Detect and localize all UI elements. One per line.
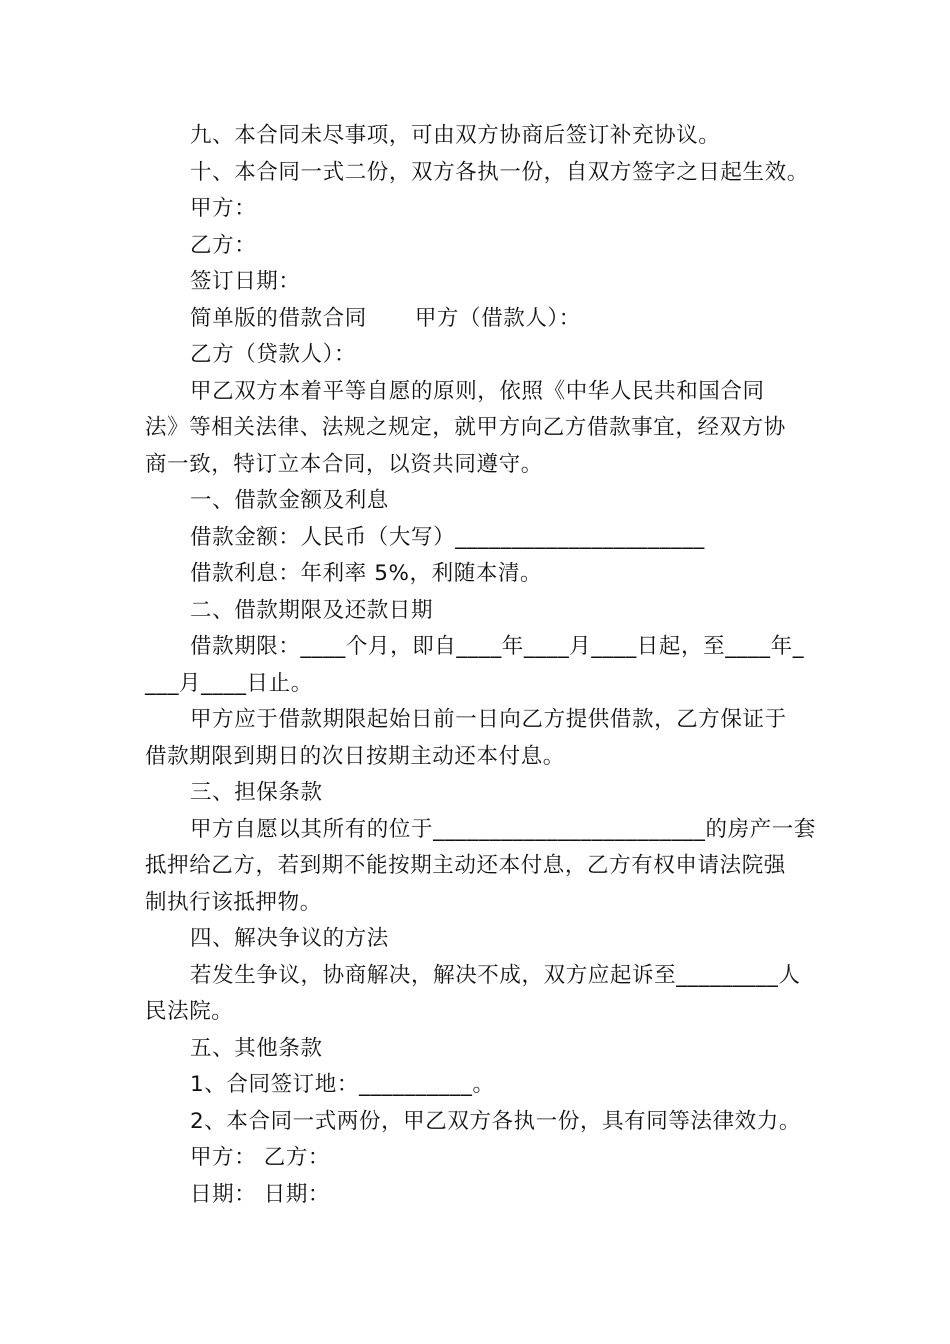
loan-interest-line: 借款利息：年利率 5%，利随本清。: [190, 561, 543, 586]
dispute-line-2: 民法院。: [145, 999, 234, 1024]
section-three-heading: 三、担保条款: [190, 780, 323, 805]
section-one-heading: 一、借款金额及利息: [190, 488, 389, 513]
preamble-line-2: 法》等相关法律、法规之规定，就甲方向乙方借款事宜，经双方协: [145, 415, 786, 440]
borrower-label: 甲方（借款人）：: [414, 305, 581, 331]
clause-ten: 十、本合同一式二份，双方各执一份，自双方签字之日起生效。: [190, 159, 809, 185]
preamble-line-1: 甲乙双方本着平等自愿的原则，依照《中华人民共和国合同: [190, 378, 765, 404]
clause-nine: 九、本合同未尽事项，可由双方协商后签订补充协议。: [190, 123, 721, 148]
guarantee-line-2: 抵押给乙方，若到期不能按期主动还本付息，乙方有权申请法院强: [145, 853, 786, 878]
signature-dates-line: 日期： 日期：: [190, 1181, 331, 1207]
copies-line: 2、本合同一式两份，甲乙双方各执一份，具有同等法律效力。: [190, 1108, 801, 1134]
contract-title: 简单版的借款合同: [190, 305, 367, 331]
loan-amount-line: 借款金额：人民币（大写）______________________: [190, 524, 705, 550]
section-two-heading: 二、借款期限及还款日期: [190, 597, 434, 623]
signing-place-line: 1、合同签订地：__________。: [190, 1072, 495, 1097]
document-body: [145, 118, 817, 1213]
repayment-line-2: 借款期限到期日的次日按期主动还本付息。: [145, 743, 565, 769]
signature-parties-line: 甲方： 乙方：: [190, 1145, 331, 1170]
lender-label: 乙方（贷款人）：: [190, 342, 357, 367]
section-five-heading: 五、其他条款: [190, 1035, 323, 1061]
guarantee-line-3: 制执行该抵押物。: [145, 889, 322, 915]
section-four-heading: 四、解决争议的方法: [190, 926, 389, 951]
dispute-line-1: 若发生争议，协商解决，解决不成，双方应起诉至_________人: [190, 962, 801, 988]
loan-term-line-1: 借款期限：____个月，即自____年____月____日起，至____年_: [190, 634, 805, 659]
preamble-line-3: 商一致，特订立本合同，以资共同遵守。: [145, 451, 543, 477]
signing-date-label: 签订日期：: [190, 269, 301, 294]
contract-title-line: [145, 301, 810, 338]
party-a-label: 甲方：: [190, 196, 257, 221]
guarantee-line-1: 甲方自愿以其所有的位于________________________的房产一套: [190, 816, 817, 842]
party-b-label: 乙方：: [190, 232, 257, 258]
repayment-line-1: 甲方应于借款期限起始日前一日向乙方提供借款，乙方保证于: [190, 707, 787, 732]
loan-term-line-2: ___月____日止。: [145, 670, 313, 696]
